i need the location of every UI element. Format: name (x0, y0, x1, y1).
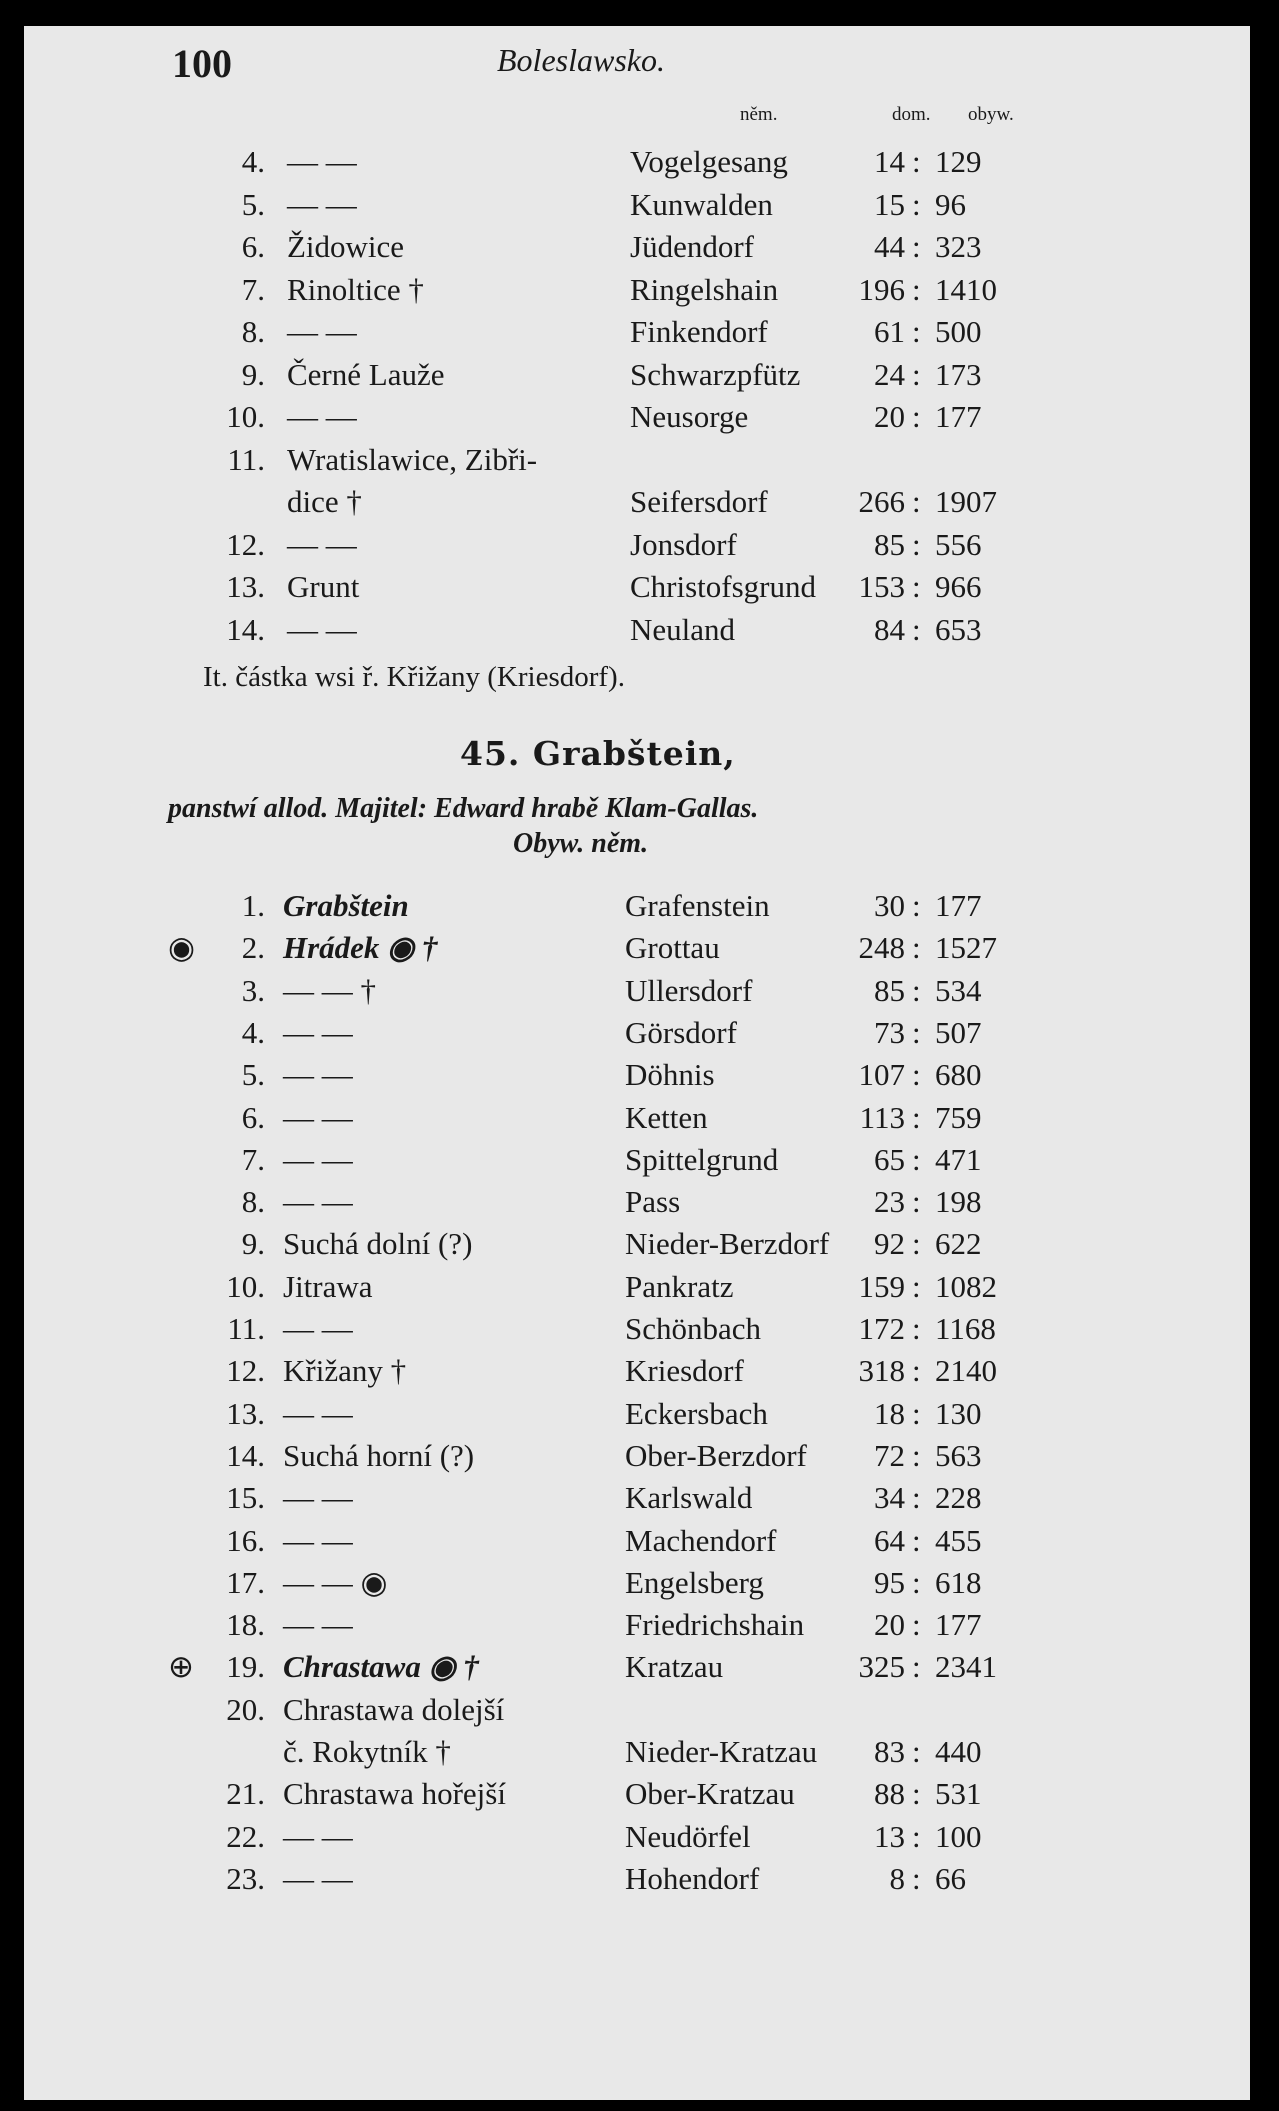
czech-name: Grabštein (283, 888, 409, 923)
table-row (0, 311, 1279, 353)
row-number: 8. (241, 314, 265, 349)
table-row (0, 1646, 1279, 1688)
row-number: 20. (226, 1691, 265, 1727)
czech-name: — — † (283, 972, 376, 1008)
german-name: Seifersdorf (630, 484, 768, 519)
inhabitants-count: 129 (935, 144, 982, 179)
inhabitants-count: 534 (935, 972, 982, 1008)
houses-count: 8 (889, 1860, 905, 1896)
german-name: Grafenstein (625, 888, 770, 923)
inhabitants-count: 66 (935, 1860, 966, 1896)
german-name: Schönbach (625, 1311, 762, 1346)
houses-count: 196 (858, 271, 905, 307)
houses-count: 73 (874, 1014, 905, 1050)
houses-count: 24 (874, 356, 905, 392)
houses-count: 325 (858, 1649, 905, 1685)
separator: : (912, 229, 921, 264)
table-row (0, 1477, 1279, 1519)
czech-name: — — (283, 1522, 353, 1558)
inhabitants-count: 500 (935, 314, 982, 349)
section-subtitle-owner: panstwí allod. Majitel: Edward hrabě Klam-Gallas. (168, 793, 759, 824)
table-row (0, 970, 1279, 1012)
row-number: 7. (241, 271, 265, 307)
czech-name: — — (287, 186, 357, 222)
row-number: 6. (241, 229, 265, 264)
houses-count: 64 (874, 1522, 905, 1558)
row-number: 13. (226, 1395, 265, 1431)
row-number: 3. (241, 972, 265, 1008)
houses-count: 107 (858, 1057, 905, 1093)
separator: : (912, 1184, 921, 1220)
separator: : (912, 1522, 921, 1558)
table-row (0, 1773, 1279, 1815)
czech-name: — — (283, 1395, 353, 1431)
row-number: 10. (226, 1268, 265, 1304)
houses-count: 13 (874, 1818, 905, 1854)
inhabitants-count: 2341 (935, 1649, 997, 1685)
czech-name: Černé Lauže (287, 356, 445, 392)
german-name: Ringelshain (630, 271, 779, 307)
row-number: 5. (241, 1057, 265, 1093)
houses-count: 113 (859, 1099, 905, 1135)
separator: : (912, 1057, 921, 1093)
czech-name: — — (283, 1057, 353, 1093)
houses-count: 84 (874, 611, 905, 647)
inhabitants-count: 96 (935, 186, 966, 222)
row-marker-icon: ⊕ (168, 1649, 194, 1685)
separator: : (912, 1395, 921, 1431)
czech-name: Chrastawa hořejší (283, 1776, 506, 1812)
table-row (0, 1816, 1279, 1858)
table-row (0, 566, 1279, 608)
row-number: 6. (241, 1099, 265, 1135)
separator: : (912, 930, 921, 966)
czech-name: — — (283, 1607, 353, 1643)
inhabitants-count: 1410 (935, 271, 997, 307)
czech-name: — — (283, 1099, 353, 1135)
inhabitants-count: 531 (935, 1776, 982, 1812)
separator: : (912, 1607, 921, 1643)
german-name: Neusorge (630, 399, 749, 434)
houses-count: 95 (874, 1564, 905, 1600)
row-number: 14. (226, 611, 265, 647)
separator: : (912, 399, 921, 434)
inhabitants-count: 177 (935, 1607, 982, 1643)
houses-count: 88 (874, 1776, 905, 1812)
czech-name: — — (287, 144, 357, 179)
inhabitants-count: 440 (935, 1734, 982, 1769)
inhabitants-count: 759 (935, 1099, 982, 1135)
row-number: 12. (226, 1353, 265, 1389)
separator: : (912, 271, 921, 307)
separator: : (912, 1099, 921, 1135)
separator: : (912, 569, 921, 604)
czech-name: — — (283, 1860, 353, 1896)
german-name: Ullersdorf (625, 972, 753, 1008)
inhabitants-count: 507 (935, 1014, 982, 1050)
table-row (0, 184, 1279, 226)
table-row (0, 1435, 1279, 1477)
german-name: Jüdendorf (630, 229, 754, 264)
table-row (0, 1139, 1279, 1181)
table-row (0, 1393, 1279, 1435)
german-name: Grottau (625, 930, 720, 966)
row-number: 1. (241, 888, 265, 923)
czech-name: — — (287, 611, 357, 647)
czech-name: Suchá horní (?) (283, 1437, 475, 1473)
czech-name: — — (287, 314, 357, 349)
czech-name: dice † (287, 484, 362, 519)
table-row (0, 1689, 1279, 1731)
houses-count: 248 (858, 930, 905, 966)
separator: : (912, 1734, 921, 1769)
table-row (0, 1731, 1279, 1773)
row-number: 10. (226, 399, 265, 434)
german-name: Spittelgrund (625, 1141, 779, 1177)
inhabitants-count: 471 (935, 1141, 982, 1177)
row-number: 11. (227, 441, 265, 477)
czech-name: — — (283, 1014, 353, 1050)
table-row (0, 1012, 1279, 1054)
row-number: 13. (226, 569, 265, 604)
separator: : (912, 1014, 921, 1050)
german-name: Ober-Berzdorf (625, 1437, 807, 1473)
separator: : (912, 888, 921, 923)
row-number: 19. (226, 1649, 265, 1685)
czech-name: Chrastawa ◉ † (283, 1649, 479, 1685)
houses-count: 20 (874, 1607, 905, 1643)
row-number: 9. (241, 1226, 265, 1262)
separator: : (912, 484, 921, 519)
table-row (0, 1604, 1279, 1646)
houses-count: 61 (874, 314, 905, 349)
german-name: Döhnis (625, 1057, 715, 1093)
inhabitants-count: 1168 (935, 1311, 996, 1346)
separator: : (912, 1564, 921, 1600)
section-subtitle-population: Obyw. něm. (513, 828, 649, 859)
table-row (0, 1054, 1279, 1096)
german-name: Finkendorf (630, 314, 768, 349)
table-row (0, 1562, 1279, 1604)
separator: : (912, 1776, 921, 1812)
inhabitants-count: 177 (935, 888, 982, 923)
inhabitants-count: 323 (935, 229, 982, 264)
separator: : (912, 1141, 921, 1177)
table-row (0, 1181, 1279, 1223)
separator: : (912, 1649, 921, 1685)
inhabitants-count: 1907 (935, 484, 997, 519)
german-name: Karlswald (625, 1480, 753, 1516)
row-number: 17. (226, 1564, 265, 1600)
row-marker-icon: ◉ (168, 930, 196, 966)
houses-count: 34 (874, 1480, 905, 1516)
row-number: 21. (226, 1776, 265, 1812)
footnote: It. částka wsi ř. Křižany (Kriesdorf). (203, 661, 625, 693)
separator: : (912, 526, 921, 562)
column-header-nem: něm. (740, 104, 778, 125)
german-name: Görsdorf (625, 1014, 737, 1050)
czech-name: Hrádek ◉ † (283, 930, 438, 966)
houses-count: 85 (874, 526, 905, 562)
inhabitants-count: 563 (935, 1437, 982, 1473)
separator: : (912, 186, 921, 222)
inhabitants-count: 966 (935, 569, 982, 604)
table-row (0, 927, 1279, 969)
table-row (0, 1858, 1279, 1900)
german-name: Schwarzpfütz (630, 356, 801, 392)
german-name: Eckersbach (625, 1395, 768, 1431)
houses-count: 72 (874, 1437, 905, 1473)
separator: : (912, 1480, 921, 1516)
inhabitants-count: 680 (935, 1057, 982, 1093)
german-name: Machendorf (625, 1522, 777, 1558)
separator: : (912, 611, 921, 647)
separator: : (912, 1860, 921, 1896)
czech-name: — — (283, 1311, 353, 1346)
separator: : (912, 1437, 921, 1473)
czech-name: Jitrawa (283, 1268, 373, 1304)
german-name: Nieder-Kratzau (625, 1734, 818, 1769)
houses-count: 23 (874, 1184, 905, 1220)
separator: : (912, 144, 921, 179)
houses-count: 85 (874, 972, 905, 1008)
houses-count: 65 (874, 1141, 905, 1177)
row-number: 16. (226, 1522, 265, 1558)
german-name: Kratzau (625, 1649, 724, 1685)
row-number: 15. (226, 1480, 265, 1516)
table-row (0, 396, 1279, 438)
table-row (0, 1097, 1279, 1139)
czech-name: Suchá dolní (?) (283, 1226, 473, 1262)
separator: : (912, 1311, 921, 1346)
inhabitants-count: 130 (935, 1395, 982, 1431)
houses-count: 44 (874, 229, 905, 264)
german-name: Pankratz (625, 1268, 734, 1304)
czech-name: — — (283, 1818, 353, 1854)
czech-name: Grunt (287, 569, 360, 604)
czech-name: — — (283, 1141, 353, 1177)
inhabitants-count: 2140 (935, 1353, 997, 1389)
inhabitants-count: 556 (935, 526, 982, 562)
german-name: Neuland (630, 611, 736, 647)
separator: : (912, 1818, 921, 1854)
houses-count: 14 (874, 144, 905, 179)
table-row (0, 481, 1279, 523)
row-number: 4. (241, 144, 265, 179)
houses-count: 159 (858, 1268, 905, 1304)
table-row (0, 609, 1279, 651)
inhabitants-count: 455 (935, 1522, 982, 1558)
german-name: Hohendorf (625, 1860, 760, 1896)
separator: : (912, 1226, 921, 1262)
row-number: 7. (241, 1141, 265, 1177)
houses-count: 318 (858, 1353, 905, 1389)
german-name: Ober-Kratzau (625, 1776, 795, 1812)
czech-name: — — (283, 1184, 353, 1220)
separator: : (912, 1353, 921, 1389)
czech-name: — — (287, 526, 357, 562)
table-row (0, 141, 1279, 183)
row-number: 4. (241, 1014, 265, 1050)
czech-name: — — ◉ (283, 1564, 388, 1600)
row-number: 14. (226, 1437, 265, 1473)
houses-count: 172 (858, 1311, 905, 1346)
czech-name: — — (283, 1480, 353, 1516)
czech-name: Židowice (287, 229, 405, 264)
czech-name: Rinoltice † (287, 271, 424, 307)
separator: : (912, 314, 921, 349)
column-header-dom: dom. (892, 104, 931, 125)
houses-count: 20 (874, 399, 905, 434)
row-number: 18. (226, 1607, 265, 1643)
row-number: 9. (241, 356, 265, 392)
german-name: Engelsberg (625, 1564, 764, 1600)
houses-count: 83 (874, 1734, 905, 1769)
page-title: Boleslawsko. (497, 42, 665, 78)
table-row (0, 439, 1279, 481)
table-row (0, 524, 1279, 566)
row-number: 12. (226, 526, 265, 562)
german-name: Kunwalden (630, 186, 773, 222)
german-name: Jonsdorf (630, 526, 737, 562)
table-row (0, 226, 1279, 268)
german-name: Kriesdorf (625, 1353, 744, 1389)
inhabitants-count: 173 (935, 356, 982, 392)
german-name: Pass (625, 1184, 681, 1220)
separator: : (912, 972, 921, 1008)
inhabitants-count: 618 (935, 1564, 982, 1600)
table-row (0, 269, 1279, 311)
row-number: 11. (227, 1311, 265, 1346)
row-number: 22. (226, 1818, 265, 1854)
row-number: 2. (241, 930, 265, 966)
inhabitants-count: 622 (935, 1226, 982, 1262)
inhabitants-count: 228 (935, 1480, 982, 1516)
german-name: Neudörfel (625, 1818, 751, 1854)
czech-name: — — (287, 399, 357, 434)
separator: : (912, 356, 921, 392)
column-header-obyw: obyw. (968, 104, 1014, 125)
inhabitants-count: 177 (935, 399, 982, 434)
german-name: Christofsgrund (630, 569, 816, 604)
inhabitants-count: 1082 (935, 1268, 997, 1304)
houses-count: 30 (874, 888, 905, 923)
german-name: Vogelgesang (630, 144, 788, 179)
inhabitants-count: 100 (935, 1818, 982, 1854)
czech-name: Chrastawa dolejší (283, 1691, 505, 1727)
czech-name: Křižany † (283, 1353, 407, 1389)
section-title: 45. Grabštein, (460, 734, 736, 773)
table-row (0, 1308, 1279, 1350)
table-row (0, 1266, 1279, 1308)
czech-name: Wratislawice, Zibři- (287, 441, 538, 477)
houses-count: 15 (874, 186, 905, 222)
separator: : (912, 1268, 921, 1304)
table-row (0, 1350, 1279, 1392)
czech-name: č. Rokytník † (283, 1734, 451, 1769)
houses-count: 92 (874, 1226, 905, 1262)
table-row (0, 885, 1279, 927)
german-name: Friedrichshain (625, 1607, 805, 1643)
inhabitants-count: 653 (935, 611, 982, 647)
table-row (0, 1520, 1279, 1562)
houses-count: 266 (858, 484, 905, 519)
houses-count: 18 (874, 1395, 905, 1431)
page-number: 100 (172, 41, 232, 86)
row-number: 8. (241, 1184, 265, 1220)
row-number: 23. (226, 1860, 265, 1896)
inhabitants-count: 198 (935, 1184, 982, 1220)
german-name: Ketten (625, 1099, 708, 1135)
table-row (0, 1223, 1279, 1265)
german-name: Nieder-Berzdorf (625, 1226, 830, 1262)
houses-count: 153 (858, 569, 905, 604)
inhabitants-count: 1527 (935, 930, 997, 966)
row-number: 5. (241, 186, 265, 222)
table-row (0, 354, 1279, 396)
